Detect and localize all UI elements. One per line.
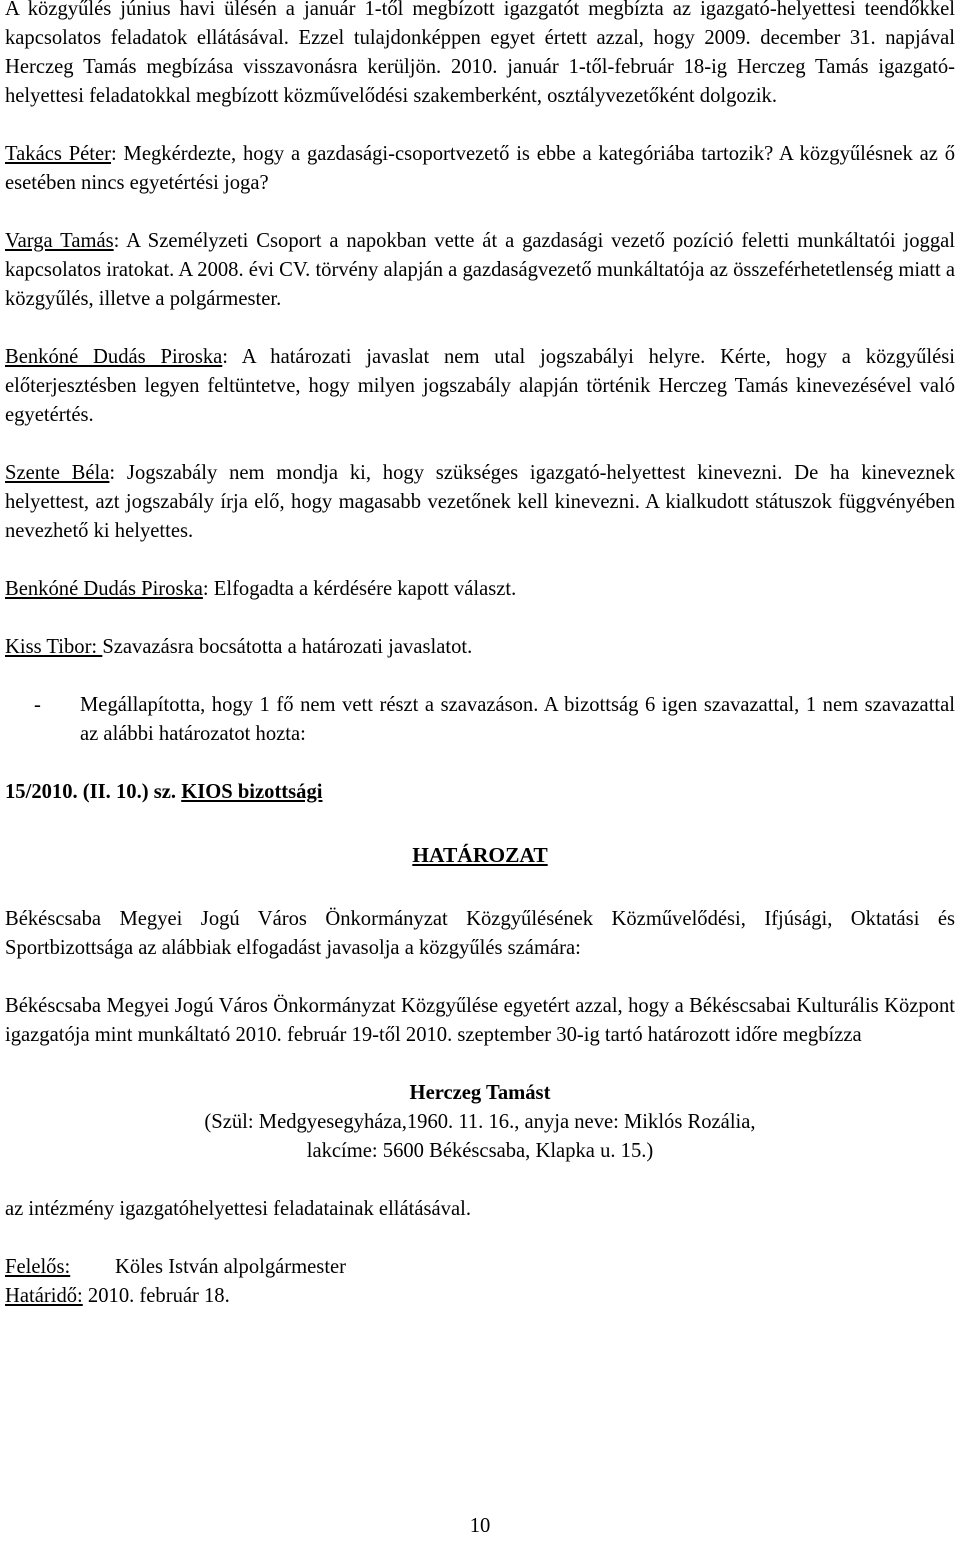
resolution-number (5, 778, 955, 807)
person-name: Herczeg Tamást (409, 1082, 551, 1104)
resolution-number-prefix: 15/2010. (II. 10.) sz. (5, 781, 182, 803)
speaker-name: Szente Béla (5, 462, 110, 484)
deadline-value: 2010. február 18. (82, 1285, 230, 1307)
paragraph-kiss (5, 633, 955, 662)
resolution-intro: Békéscsaba Megyei Jogú Város Önkormányzat Közgyűlésének Közművelődési, Ifjúsági, Oktatási és Sportbizottsága az alábbiak elfogadást javasolja a közgyűlés számára: (5, 908, 955, 959)
responsible-value: Köles István alpolgármester (115, 1256, 347, 1278)
speaker-text: : Elfogadta a kérdésére kapott választ. (202, 578, 517, 600)
paragraph-szente (5, 459, 955, 546)
page-number: 10 (469, 1515, 491, 1537)
resolution-committee: KIOS bizottsági (181, 781, 323, 803)
speaker-text: : Megkérdezte, hogy a gazdasági-csoportvezető is ebbe a kategóriába tartozik? A közgyűlésnek az ő esetében nincs egyetértési joga? (5, 143, 955, 194)
paragraph-intro: A közgyűlés június havi ülésén a január 1-től megbízott igazgatót megbízta az igazgató-helyettesi teendőkkel kapcsolatos feladatok ellátásával. Ezzel tulajdonképpen egyet értett azzal, hogy 2009. december 31. napjával Herczeg Tamás megbízása visszavonásra kerüljön. 2010. január 1-től-február 18-ig Herczeg Tamás igazgató-helyettesi feladatokkal megbízott közművelődési szakemberként, osztályvezetőként dolgozik. (5, 0, 955, 107)
resolution-body: Békéscsaba Megyei Jogú Város Önkormányzat Közgyűlése egyetért azzal, hogy a Békéscsabai Kulturális Központ igazgatója mint munkáltató 2010. február 19-től 2010. szeptember 30-ig tartó határozott időre megbízza (5, 995, 955, 1046)
list-item-text: Megállapította, hogy 1 fő nem vett részt a szavazáson. A bizottság 6 igen szavazattal, 1 nem szavazattal az alábbi határozatot hozta: (80, 694, 955, 745)
speaker-text: : A határozati javaslat nem utal jogszabályi helyre. Kérte, hogy a közgyűlési előterjesztésben legyen feltüntetve, hogy milyen jogszabály alapján történik Herczeg Tamás kinevezésével való egyetértés. (5, 346, 955, 426)
document-page (5, 0, 955, 1311)
paragraph-benkone-2 (5, 575, 955, 604)
responsible-label: Felelős: (5, 1256, 71, 1278)
responsible-line (5, 1253, 955, 1282)
paragraph-varga (5, 227, 955, 314)
resolution-heading: HATÁROZAT (412, 843, 548, 867)
speaker-text: : A Személyzeti Csoport a napokban vette át a gazdasági vezető pozíció feletti munkáltatói joggal kapcsolatos iratokat. A 2008. évi CV. törvény alapján a gazdaságvezető munkáltatója az összeférhetetlenség miatt a közgyűlés, illetve a polgármester. (5, 230, 955, 310)
deadline-line (5, 1282, 955, 1311)
speaker-name: Benkóné Dudás Piroska (5, 346, 223, 368)
resolution-task: az intézmény igazgatóhelyettesi feladatainak ellátásával. (5, 1198, 471, 1220)
speaker-text: : Jogszabály nem mondja ki, hogy szükséges igazgató-helyettest kinevezni. De ha kineveznek helyettest, azt jogszabály írja elő, hogy magasabb vezetőnek kell kinevezni. A kialkudott státuszok függvényében nevezhető ki helyettes. (5, 462, 955, 542)
person-details-line-1: (Szül: Medgyesegyháza,1960. 11. 16., anyja neve: Miklós Rozália, (204, 1111, 756, 1133)
list-dash: - (34, 694, 41, 716)
deadline-label: Határidő: (5, 1285, 83, 1307)
paragraph-takacs (5, 140, 955, 198)
person-details-line-2: lakcíme: 5600 Békéscsaba, Klapka u. 15.) (306, 1140, 654, 1162)
speaker-name: Varga Tamás (5, 230, 114, 252)
speaker-name: Takács Péter (5, 143, 112, 165)
paragraph-benkone-1 (5, 343, 955, 430)
speaker-name: Benkóné Dudás Piroska (5, 578, 203, 600)
speaker-name: Kiss Tibor: (5, 636, 103, 658)
list-item (5, 691, 955, 749)
speaker-text: Szavazásra bocsátotta a határozati javaslatot. (102, 636, 473, 658)
